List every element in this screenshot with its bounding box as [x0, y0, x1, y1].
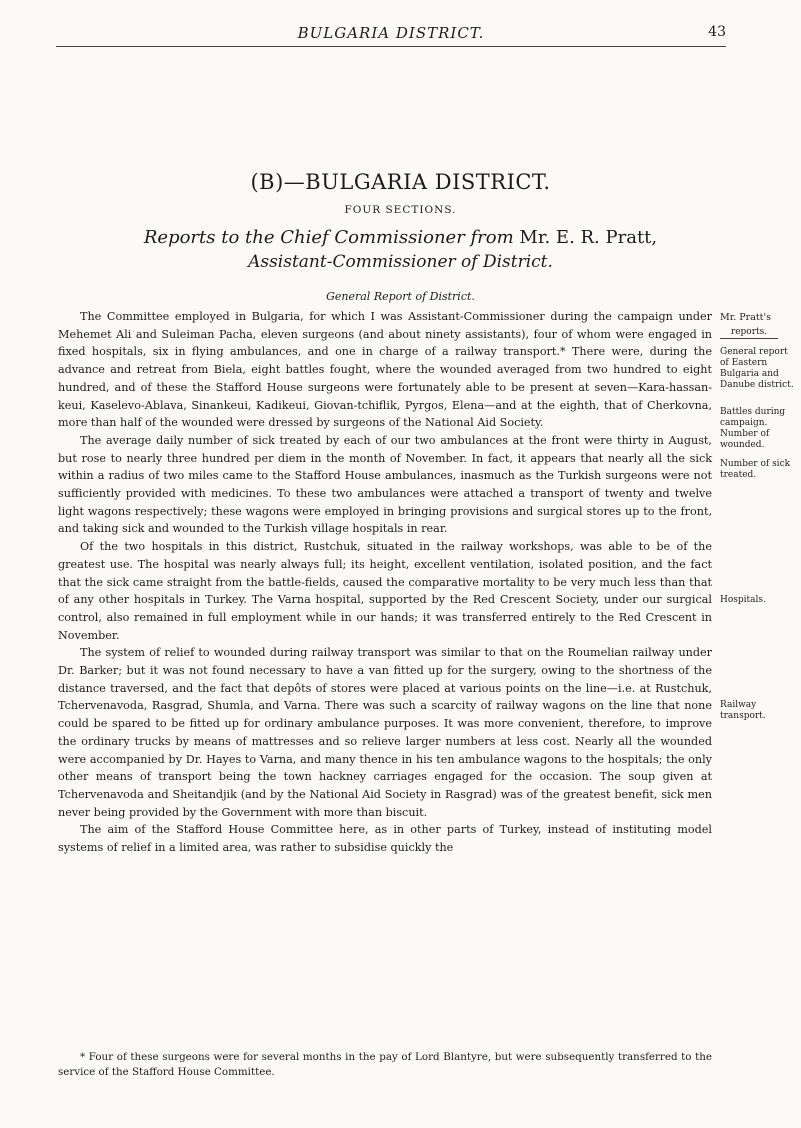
margin-note-railway: Railway transport.	[720, 700, 766, 721]
margin-note-pratt-sub: reports.	[720, 327, 778, 339]
body-text	[58, 308, 712, 857]
report-title-name: Mr. E. R. Pratt,	[519, 227, 658, 248]
margin-note-hospitals: Hospitals.	[720, 595, 766, 605]
running-title: BULGARIA DISTRICT.	[297, 24, 485, 42]
page-number: 43	[708, 24, 726, 40]
report-title-italic: Reports to the Chief Commissioner from	[143, 227, 514, 248]
section-subheading: FOUR SECTIONS.	[344, 204, 457, 216]
footnote: * Four of these surgeons were for several months in the pay of Lord Blantyre, but were subsequently transferred to the service of the Stafford House Committee.	[58, 1051, 712, 1078]
paragraph: The Committee employed in Bulgaria, for which I was Assistant-Commissioner during the campaign under Mehemet Ali and Suleiman Pacha, eleven surgeons (and about ninety assistants), four of whom were engaged in fixed hospitals, six in flying ambulances, and one in charge of a railway transport.* There were, during the advance and retreat from Biela, eight battles fought, where the wounded averaged from two hundred to eight hundred, and of these the Stafford House surgeons were fortunately able to be present at seven—Kara-hassan-keui, Kaselevo-Ablava, Sinankeui, Kadikeui, Giovan-tchiflik, Pyrgos, Elena—and at the eighth, that of Cherkovna, more than half of the wounded were dressed by surgeons of the National Aid Society.	[58, 310, 712, 430]
paragraph: The aim of the Stafford House Committee here, as in other parts of Turkey, instead of instituting model systems of relief in a limited area, was rather to subsidise quickly the	[58, 823, 712, 855]
margin-note-pratt-head: Mr. Pratt's	[720, 312, 771, 323]
section-heading: (B)—BULGARIA DISTRICT.	[250, 170, 551, 194]
margin-note-sick: Number of sick treated.	[720, 459, 791, 480]
paragraph: The average daily number of sick treated by each of our two ambulances at the front were thirty in August, but rose to nearly three hundred per diem in the month of November. In fact, it appears that nearly all the sick within a radius of two miles came to the Stafford House ambulances, inasmuch as the Turkish surgeons were not sufficiently provided with medicines. To these two ambulances were attached a transport of twenty and twelve light wagons respectively; these wagons were employed in bringing provisions and surgical stores up to the front, and taking sick and wounded to the Turkish village hospitals in rear.	[58, 433, 712, 536]
paragraph: The system of relief to wounded during railway transport was similar to that on the Roumelian railway under Dr. Barker; but it was not found necessary to have a van fitted up for the surgery, owing to the shortness of the distance traversed, and the fact that depôts of stores were placed at various points on the line—i.e. at Rustchuk, Tchervenavoda, Rasgrad, Shumla, and Varna. There was such a scarcity of railway wagons on the line that none could be spared to be fitted up for ordinary ambulance purposes. It was more convenient, therefore, to improve the ordinary trucks by means of mattresses and so relieve larger numbers at less cost. Nearly all the wounded were accompanied by Dr. Hayes to Varna, and many thence in his ten ambulance wagons to the hospitals; the only other means of transport being the town hackney carriages engaged for the occasion. The soup given at Tchervenavoda and Sheitandjik (and by the National Aid Society in Rasgrad) was of the greatest benefit, sick men never being provided by the Government with more than biscuit.	[58, 646, 712, 819]
report-title-line-2: Assistant-Commissioner of District.	[248, 252, 553, 272]
margin-note-battles: Battles during campaign. Number of wounded.	[720, 407, 786, 450]
running-head	[56, 24, 726, 47]
paragraph: Of the two hospitals in this district, Rustchuk, situated in the railway workshops, was able to be of the greatest use. The hospital was nearly always full; its height, excellent ventilation, isolated position, and the fact that the sick came straight from the battle-fields, caused the comparative mortality to be very much less than that of any other hospitals in Turkey. The Varna hospital, supported by the Red Crescent Society, under our surgical control, also remained in full employment while in our hands; it was transferred entirely to the Red Crescent in November.	[58, 540, 712, 642]
general-report-heading: General Report of District.	[326, 290, 475, 303]
margin-note-pratt	[720, 312, 798, 339]
margin-note-general: General report of Eastern Bulgaria and Danube district.	[720, 347, 794, 390]
report-title-line-1	[0, 227, 801, 248]
